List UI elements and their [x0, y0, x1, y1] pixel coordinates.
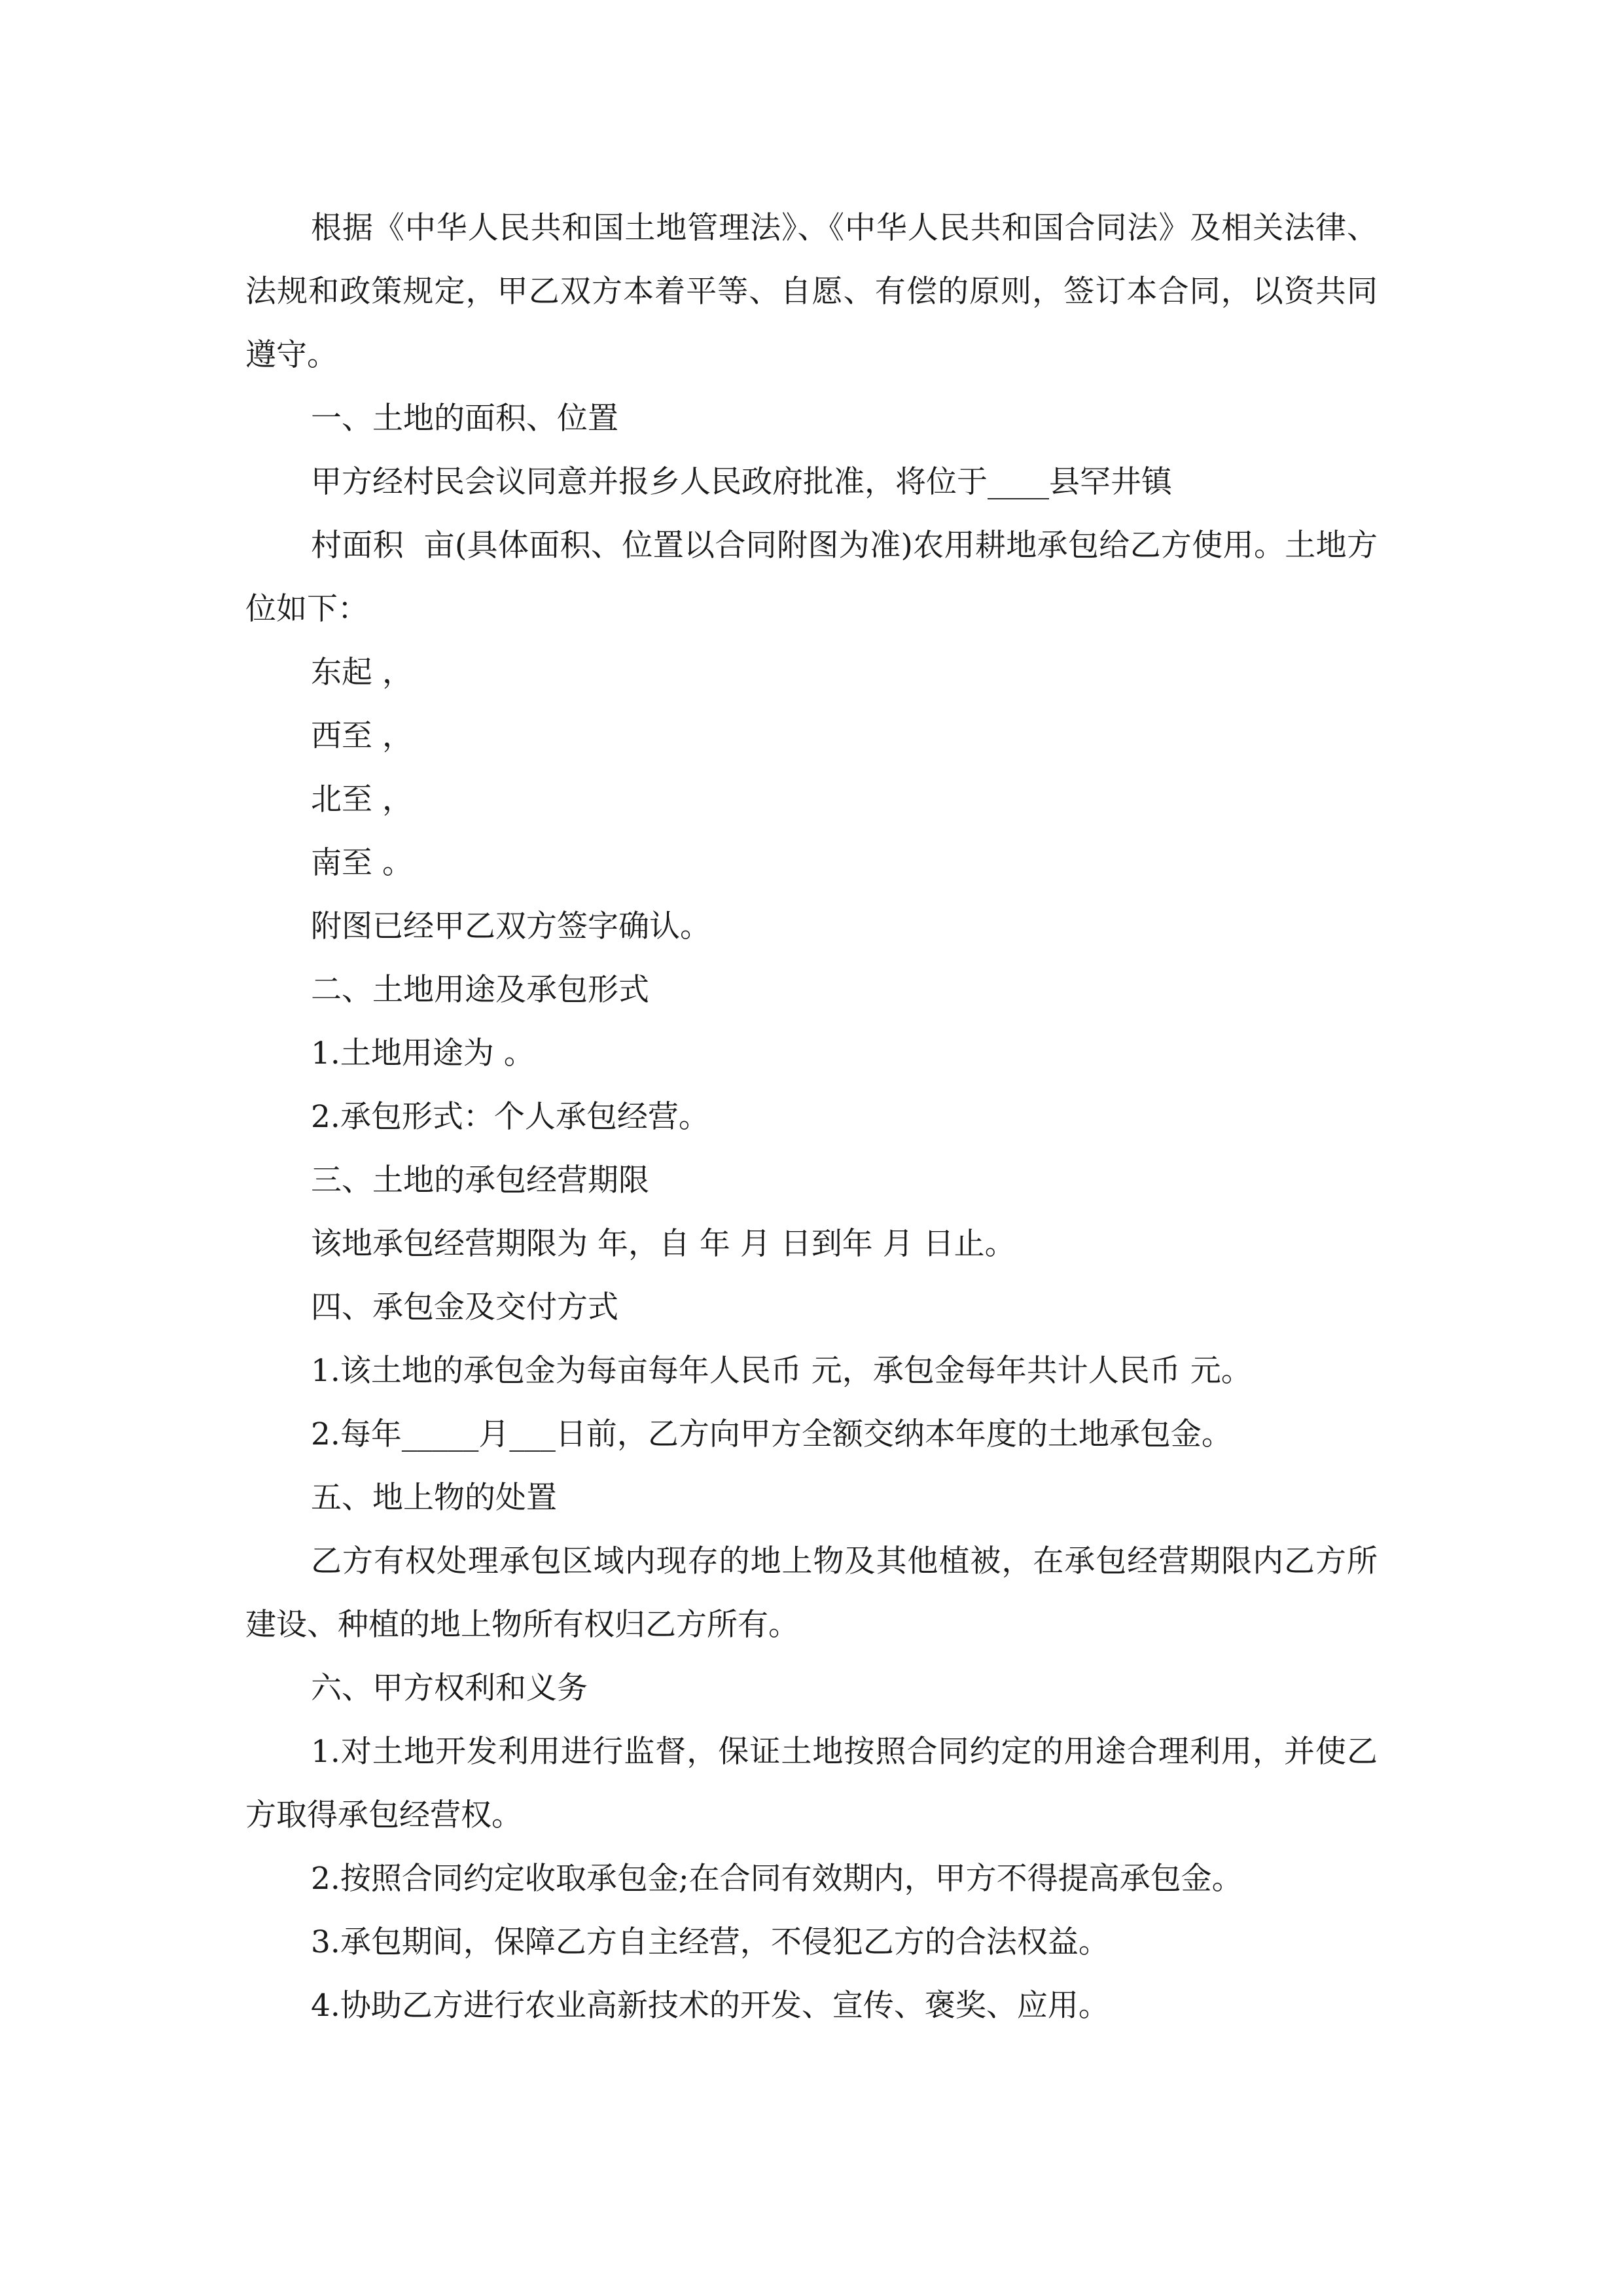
clause-fee-deadline: 2.每年_____月___日前，乙方向甲方全额交纳本年度的土地承包金。 [311, 1416, 1232, 1452]
section-heading-2: 二、土地用途及承包形式 [311, 972, 649, 1008]
boundary-west: 西至 ， [311, 718, 413, 754]
section-heading-3: 三、土地的承包经营期限 [311, 1162, 649, 1198]
clause-land-use: 1.土地用途为 。 [311, 1035, 535, 1071]
paragraph-term: 该地承包经营期限为 年，自 年 月 日到年 月 日止。 [311, 1226, 1016, 1262]
clause-contract-form: 2.承包形式：个人承包经营。 [311, 1099, 709, 1135]
section-heading-4: 四、承包金及交付方式 [311, 1289, 618, 1325]
paragraph-ground-objects: 乙方有权处理承包区域内现存的地上物及其他植被，在承包经营期限内乙方所建设、种植的地上物所有权归乙方所有。 [245, 1543, 1378, 1643]
clause-party-a-2: 2.按照合同约定收取承包金;在合同有效期内，甲方不得提高承包金。 [311, 1861, 1243, 1897]
intro-paragraph: 根据《中华人民共和国土地管理法》、《中华人民共和国合同法》及相关法律、法规和政策规定，甲乙双方本着平等、自愿、有偿的原则，签订本合同，以资共同遵守。 [245, 210, 1378, 373]
clause-party-a-1: 1.对土地开发利用进行监督，保证土地按照合同约定的用途合理利用，并使乙方取得承包经营权。 [245, 1734, 1378, 1833]
boundary-south: 南至 。 [311, 845, 413, 881]
boundary-north: 北至 ， [311, 781, 413, 817]
section-heading-5: 五、地上物的处置 [311, 1480, 557, 1516]
paragraph-location-line-2: 村面积 亩(具体面积、位置以合同附图为准)农用耕地承包给乙方使用。土地方位如下： [245, 528, 1378, 627]
clause-fee-amount: 1.该土地的承包金为每亩每年人民币 元，承包金每年共计人民币 元。 [311, 1353, 1252, 1389]
paragraph-location-line-1: 甲方经村民会议同意并报乡人民政府批准，将位于____县罕井镇 [311, 464, 1172, 500]
clause-party-a-3: 3.承包期间，保障乙方自主经营，不侵犯乙方的合法权益。 [311, 1924, 1109, 1960]
document-body [245, 196, 1378, 2037]
clause-party-a-4: 4.协助乙方进行农业高新技术的开发、宣传、褒奖、应用。 [311, 1988, 1109, 2024]
boundary-east: 东起 ， [311, 655, 413, 691]
section-heading-6: 六、甲方权利和义务 [311, 1670, 588, 1706]
section-heading-1: 一、土地的面积、位置 [311, 401, 618, 437]
paragraph-map-confirmed: 附图已经甲乙双方签字确认。 [311, 908, 711, 944]
